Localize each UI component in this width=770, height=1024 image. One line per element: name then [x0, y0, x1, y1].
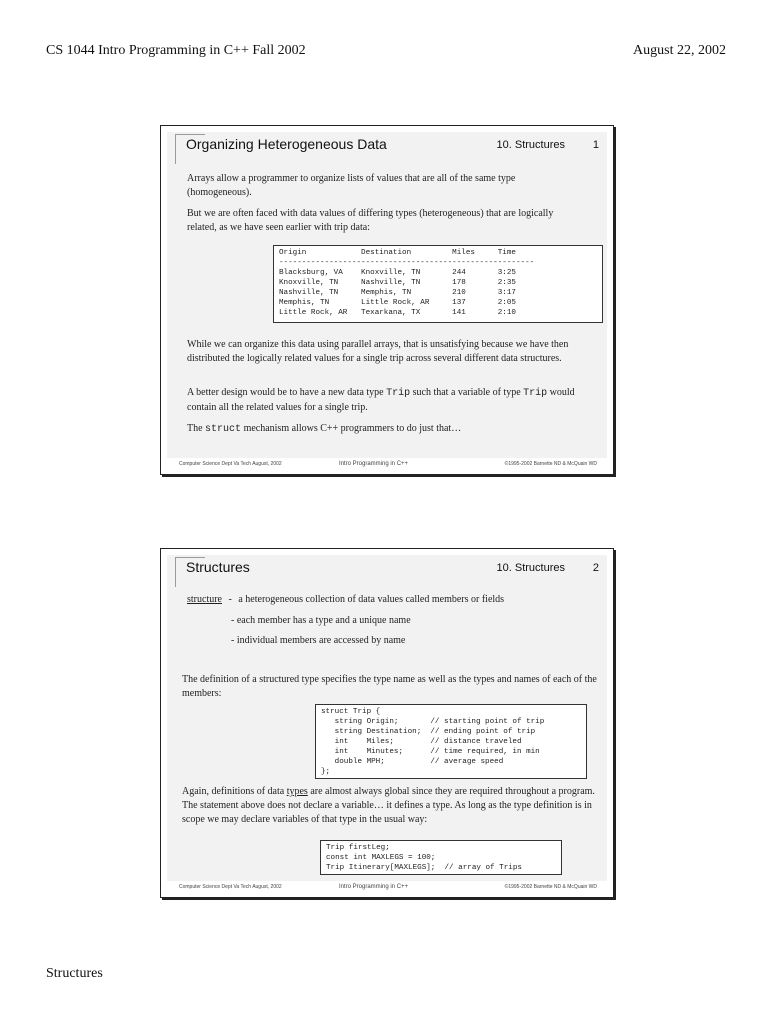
text: Again, definitions of data — [182, 786, 287, 797]
slide-title: Organizing Heterogeneous Data — [186, 136, 387, 152]
text: are almost always global since they are required throughout a program. The statement above does not declare a variable… it defines a type. As long as the type definition is in scope we may declare variables of that type in the usual way: — [182, 786, 595, 825]
code-keyword: Trip — [386, 388, 411, 399]
definition — [187, 593, 603, 607]
slide-footer — [179, 461, 597, 471]
bullet: - each member has a type and a unique name — [231, 615, 411, 626]
slide-2-content — [167, 555, 607, 881]
slide-corner-mark — [175, 557, 205, 558]
code-keyword: Trip — [523, 388, 548, 399]
bullet: - individual members are accessed by name — [231, 635, 406, 646]
paragraph: But we are often faced with data values of differing types (heterogeneous) that are logically related, as we have seen earlier with trip data: — [187, 208, 554, 233]
page-header-right: August 22, 2002 — [633, 43, 726, 58]
definition-dash: - — [228, 594, 232, 605]
definition-text: a heterogeneous collection of data values called members or fields — [238, 594, 505, 605]
text: A better design would be to have a new data type — [187, 387, 387, 398]
slide-2 — [160, 548, 614, 898]
paragraph: The definition of a structured type specifies the type name as well as the types and names of each of the members: — [182, 674, 597, 699]
text: The — [187, 423, 206, 434]
slide-footer-left: Computer Science Dept Va Tech August, 2002 — [179, 461, 282, 467]
text: mechanism allows C++ programmers to do just that… — [241, 423, 462, 434]
paragraph — [187, 386, 603, 415]
slide-footer-center: Intro Programming in C++ — [339, 461, 409, 467]
slide-footer-center: Intro Programming in C++ — [339, 884, 409, 890]
slide-number: 1 — [592, 139, 599, 151]
slide-footer — [179, 884, 597, 894]
slide-corner-mark — [175, 134, 205, 135]
trip-data-table: Origin Destination Miles Time -------------------------------------------------------- Blacksburg, VA Knoxville, TN 244 3:25 Knoxville, TN Nashville, TN 178 2:35 Nashville, TN Memphis, TN 210 3:17 Memphis, TN Little Rock, AR 137 2:05 Little Rock, AR Texarkana, TX 141 2:10 — [273, 245, 603, 323]
slide-footer-right: ©1995-2002 Barnette ND & McQuain WD — [504, 884, 597, 890]
underlined-term: types — [286, 786, 308, 797]
slide-1 — [160, 125, 614, 475]
paragraph: Arrays allow a programmer to organize lists of values that are all of the same type (homogeneous). — [187, 173, 516, 198]
slide-title: Structures — [186, 559, 250, 575]
paragraph: While we can organize this data using parallel arrays, that is unsatisfying because we have then distributed the logically related values for a single trip across several different data structures. — [187, 339, 569, 364]
text: such that a variable of type — [410, 387, 524, 398]
paragraph — [182, 785, 602, 827]
slide-footer-left: Computer Science Dept Va Tech August, 2002 — [179, 884, 282, 890]
code-declarations: Trip firstLeg; const int MAXLEGS = 100; Trip Itinerary[MAXLEGS]; // array of Trips — [320, 840, 562, 875]
slide-section: 10. Structures — [496, 562, 565, 574]
slide-1-content — [167, 132, 607, 458]
code-keyword: struct — [205, 424, 242, 435]
code-struct-definition: struct Trip { string Origin; // starting point of trip string Destination; // ending point of trip int Miles; // distance traveled int Minutes; // time required, in min double MPH; // average speed }; — [315, 704, 587, 779]
definition-term: structure — [187, 594, 222, 605]
page-header-left: CS 1044 Intro Programming in C++ Fall 2002 — [46, 43, 306, 58]
slide-section: 10. Structures — [496, 139, 565, 151]
page-footer: Structures — [46, 966, 103, 981]
slide-corner-mark — [175, 134, 176, 164]
slide-number: 2 — [592, 562, 599, 574]
slide-corner-mark — [175, 557, 176, 587]
paragraph — [187, 422, 603, 437]
slide-footer-right: ©1995-2002 Barnette ND & McQuain WD — [504, 461, 597, 467]
text: would contain all the related values for a single trip. — [187, 387, 575, 413]
